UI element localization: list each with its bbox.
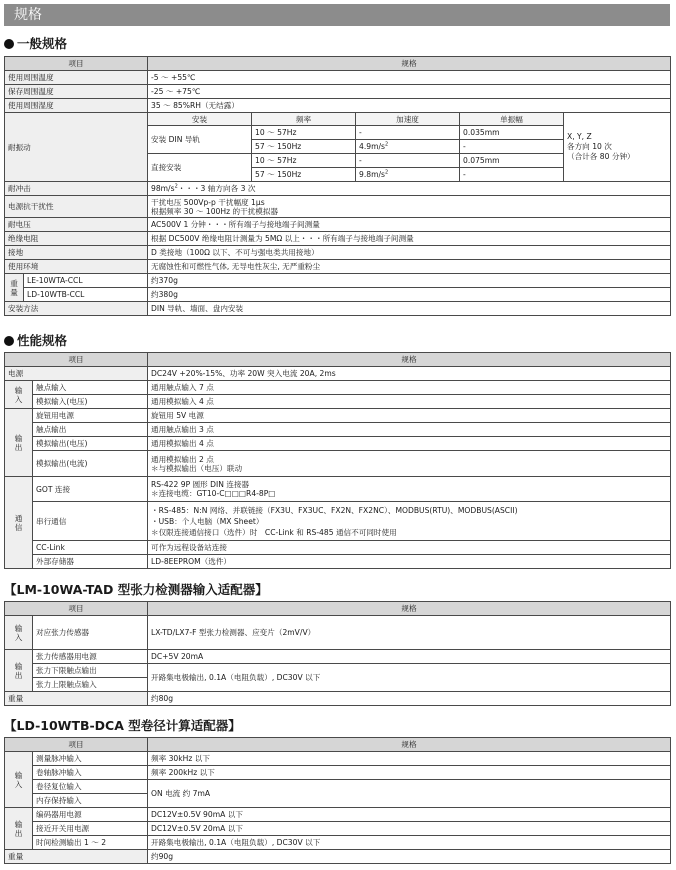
row-label: LE-10WTA-CCL [24, 274, 148, 288]
group-label-char: 输 [14, 770, 23, 780]
input-group-label [5, 752, 33, 808]
row-label: 卷轴脉冲输入 [33, 766, 148, 780]
vibration-axes-line3: （合计各 80 分钟） [567, 152, 635, 161]
row-value: ON 电流 约 7mA [148, 780, 671, 808]
row-value: DIN 导轨、墙面、盘内安装 [148, 302, 671, 316]
output-group-label [5, 650, 33, 692]
table-row [5, 822, 671, 836]
col-item: 项目 [5, 353, 148, 367]
table-row [5, 780, 671, 794]
table-row [5, 246, 671, 260]
row-label: 旋钮用电源 [33, 409, 148, 423]
output-group-label [5, 409, 33, 477]
vibration-accel: - [356, 154, 460, 168]
superscript: 2 [385, 169, 389, 176]
row-value: 35 ～ 85%RH（无结露） [148, 99, 671, 113]
row-label: 使用环境 [5, 260, 148, 274]
row-value: 无腐蚀性和可燃性气体, 无导电性灰尘, 无严重粉尘 [148, 260, 671, 274]
table-row [5, 664, 671, 678]
got-line1: RS-422 9P 圆形 DIN 连接器 [151, 480, 250, 489]
vibration-amp: - [460, 168, 564, 182]
table-row [5, 502, 671, 541]
vibration-amp: - [460, 140, 564, 154]
group-label-char: 入 [14, 632, 23, 642]
row-value: 可作为远程设备站连接 [148, 541, 671, 555]
vibration-din: 安装 DIN 导轨 [148, 126, 252, 154]
analog-i-line1: 通用模拟输出 2 点 [151, 454, 214, 464]
table-row [5, 274, 671, 288]
serial-line1: ・RS-485：N:N 网络、并联链接（FX3U、FX3UC、FX2N、FX2NC）、MODBUS(RTU)、MODBUS(ASCII) [151, 505, 518, 515]
row-label: CC-Link [33, 541, 148, 555]
shock-value-a: 98m/s [151, 184, 175, 193]
vibration-freq: 57 ～ 150Hz [252, 168, 356, 182]
serial-line3: ＊仅限连接通信接口（选件）时 CC-Link 和 RS-485 通信不可同时使用 [151, 527, 397, 537]
group-label-char: 重 [10, 278, 18, 288]
dca-heading: 【LD-10WTB-DCA 型卷径计算适配器】 [4, 718, 241, 733]
group-label-char: 信 [14, 522, 23, 532]
comm-group-label [5, 477, 33, 569]
row-value [148, 477, 671, 502]
col-spec: 规格 [148, 602, 671, 616]
col-item: 项目 [5, 602, 148, 616]
row-value [148, 196, 671, 218]
table-row [5, 260, 671, 274]
row-label: 保存周围温度 [5, 85, 148, 99]
row-label: 模拟输出(电流) [33, 451, 148, 477]
row-value: LX-TD/LX7-F 型张力检测器、应变片（2mV/V） [148, 616, 671, 650]
row-label: GOT 连接 [33, 477, 148, 502]
row-label: 内存保持输入 [33, 794, 148, 808]
group-label-char: 输 [14, 623, 23, 633]
tad-heading: 【LM-10WA-TAD 型张力检测器输入适配器】 [4, 582, 268, 597]
row-label: 串行通信 [33, 502, 148, 541]
col-spec: 规格 [148, 738, 671, 752]
table-row [5, 808, 671, 822]
weight-group-label [5, 274, 24, 302]
vibration-amp: 0.035mm [460, 126, 564, 140]
performance-spec-title: 性能规格 [17, 333, 68, 348]
general-spec-title: 一般规格 [17, 36, 68, 51]
row-value: LD-8EEPROM（选件） [148, 555, 671, 569]
row-value: -5 ～ +55℃ [148, 71, 671, 85]
analog-i-line2: ＊与模拟输出（电压）联动 [151, 463, 243, 473]
row-label: 使用周围湿度 [5, 99, 148, 113]
row-value: 根据 DC500V 绝缘电阻计测量为 5MΩ 以上・・・所有端子与接地端子间测量 [148, 232, 671, 246]
row-label: 耐冲击 [5, 182, 148, 196]
row-label: 张力下限触点输出 [33, 664, 148, 678]
col-item: 项目 [5, 738, 148, 752]
col-spec: 规格 [148, 57, 671, 71]
table-row [5, 232, 671, 246]
row-value: 频率 200kHz 以下 [148, 766, 671, 780]
table-row [5, 409, 671, 423]
shock-value-b: ・・・3 轴方向各 3 次 [177, 184, 256, 193]
group-label-char: 量 [10, 287, 18, 297]
vibration-amp: 0.075mm [460, 154, 564, 168]
vibration-freq: 57 ～ 150Hz [252, 140, 356, 154]
row-value: 通用模拟输出 4 点 [148, 437, 671, 451]
row-value: -25 ～ +75℃ [148, 85, 671, 99]
table-row [5, 692, 671, 706]
vibration-label: 耐振动 [5, 113, 148, 182]
general-spec-table [4, 56, 671, 316]
row-value: 约80g [148, 692, 671, 706]
vibration-axes [564, 113, 671, 182]
table-row [5, 381, 671, 395]
row-label: 安装方法 [5, 302, 148, 316]
vibration-h-accel: 加速度 [356, 113, 460, 126]
accel-value: 9.8m/s [359, 170, 385, 179]
row-label: 绝缘电阻 [5, 232, 148, 246]
group-label-char: 入 [14, 394, 23, 404]
table-row [5, 766, 671, 780]
row-value: 约90g [148, 850, 671, 864]
tad-spec-table [4, 601, 671, 706]
accel-value: 4.9m/s [359, 142, 385, 151]
performance-spec-table [4, 352, 671, 569]
table-row [5, 836, 671, 850]
table-row [5, 423, 671, 437]
row-label: 使用周围温度 [5, 71, 148, 85]
row-value: 旋钮用 5V 电源 [148, 409, 671, 423]
vibration-h-freq: 频率 [252, 113, 356, 126]
row-value: DC12V±0.5V 90mA 以下 [148, 808, 671, 822]
vibration-accel: - [356, 126, 460, 140]
row-label: 卷径复位输入 [33, 780, 148, 794]
table-row [5, 451, 671, 477]
row-value: AC500V 1 分钟・・・所有端子与接地端子间测量 [148, 218, 671, 232]
table-row [5, 477, 671, 502]
output-group-label [5, 808, 33, 850]
row-label: 触点输出 [33, 423, 148, 437]
vibration-direct: 直接安装 [148, 154, 252, 182]
table-row [5, 367, 671, 381]
vibration-freq: 10 ～ 57Hz [252, 126, 356, 140]
row-label: 模拟输入(电压) [33, 395, 148, 409]
group-label-char: 输 [14, 819, 23, 829]
table-row [5, 752, 671, 766]
vibration-axes-line1: X, Y, Z [567, 132, 592, 141]
row-value: 约380g [148, 288, 671, 302]
row-value [148, 502, 671, 541]
vibration-h-amp: 单振幅 [460, 113, 564, 126]
table-row [5, 302, 671, 316]
row-value: D 类接地（100Ω 以下、不可与强电类共用接地） [148, 246, 671, 260]
superscript: 2 [174, 183, 178, 190]
vibration-header-row [5, 113, 671, 126]
row-value: 开路集电极输出, 0.1A（电阻负载）, DC30V 以下 [148, 664, 671, 692]
vibration-h-install: 安装 [148, 113, 252, 126]
col-spec: 规格 [148, 353, 671, 367]
row-label: 对应张力传感器 [33, 616, 148, 650]
row-value: 通用模拟输入 4 点 [148, 395, 671, 409]
page-title: 规格 [4, 4, 670, 26]
table-row [5, 196, 671, 218]
row-label: 编码器用电源 [33, 808, 148, 822]
table-row [5, 182, 671, 196]
row-label: LD-10WTB-CCL [24, 288, 148, 302]
bullet-icon [4, 39, 14, 49]
group-label-char: 输 [14, 433, 23, 443]
group-label-char: 入 [14, 779, 23, 789]
noise-line1: 干扰电压 500Vp-p 干扰幅度 1μs [151, 197, 265, 207]
row-label: 张力上限触点输入 [33, 678, 148, 692]
table-row [5, 555, 671, 569]
general-spec-heading [4, 36, 67, 52]
vibration-accel [356, 140, 460, 154]
row-value: DC12V±0.5V 20mA 以下 [148, 822, 671, 836]
noise-line2: 根据频率 30 ～ 100Hz 的干扰模拟器 [151, 206, 279, 216]
table-row [5, 288, 671, 302]
row-label: 外部存储器 [33, 555, 148, 569]
row-value: 开路集电极输出, 0.1A（电阻负载）, DC30V 以下 [148, 836, 671, 850]
row-label: 电源 [5, 367, 148, 381]
table-row [5, 437, 671, 451]
row-label: 重量 [5, 850, 148, 864]
table-row [5, 650, 671, 664]
table-row [5, 541, 671, 555]
row-label: 测量脉冲输入 [33, 752, 148, 766]
row-value [148, 182, 671, 196]
group-label-char: 输 [14, 661, 23, 671]
table-row [5, 395, 671, 409]
group-label-char: 通 [14, 513, 23, 523]
table-row [5, 850, 671, 864]
row-value: 频率 30kHz 以下 [148, 752, 671, 766]
row-value [148, 451, 671, 477]
input-group-label [5, 616, 33, 650]
col-item: 项目 [5, 57, 148, 71]
dca-spec-table [4, 737, 671, 864]
row-label: 耐电压 [5, 218, 148, 232]
row-label: 接近开关用电源 [33, 822, 148, 836]
bullet-icon [4, 336, 14, 346]
row-label: 重量 [5, 692, 148, 706]
row-label: 张力传感器用电源 [33, 650, 148, 664]
table-row [5, 99, 671, 113]
got-line2: ＊连接电缆：GT10-C□□□R4-8P□ [151, 489, 276, 498]
table-row [5, 71, 671, 85]
vibration-axes-line2: 各方向 10 次 [567, 142, 612, 151]
vibration-freq: 10 ～ 57Hz [252, 154, 356, 168]
group-label-char: 出 [14, 670, 23, 680]
table-row [5, 616, 671, 650]
superscript: 2 [385, 141, 389, 148]
vibration-accel [356, 168, 460, 182]
row-value: 通用触点输入 7 点 [148, 381, 671, 395]
row-label: 电源抗干扰性 [5, 196, 148, 218]
table-row [5, 85, 671, 99]
row-label: 触点输入 [33, 381, 148, 395]
group-label-char: 出 [14, 442, 23, 452]
group-label-char: 出 [14, 828, 23, 838]
row-label: 时间检测输出 1 ～ 2 [33, 836, 148, 850]
row-label: 接地 [5, 246, 148, 260]
table-row [5, 218, 671, 232]
row-value: 通用触点输出 3 点 [148, 423, 671, 437]
performance-spec-heading [4, 333, 67, 349]
row-value: DC+5V 20mA [148, 650, 671, 664]
group-label-char: 输 [14, 385, 23, 395]
serial-line2: ・USB：个人电脑（MX Sheet） [151, 516, 264, 526]
row-value: DC24V +20%-15%、功率 20W 突入电流 20A, 2ms [148, 367, 671, 381]
row-value: 约370g [148, 274, 671, 288]
row-label: 模拟输出(电压) [33, 437, 148, 451]
input-group-label [5, 381, 33, 409]
